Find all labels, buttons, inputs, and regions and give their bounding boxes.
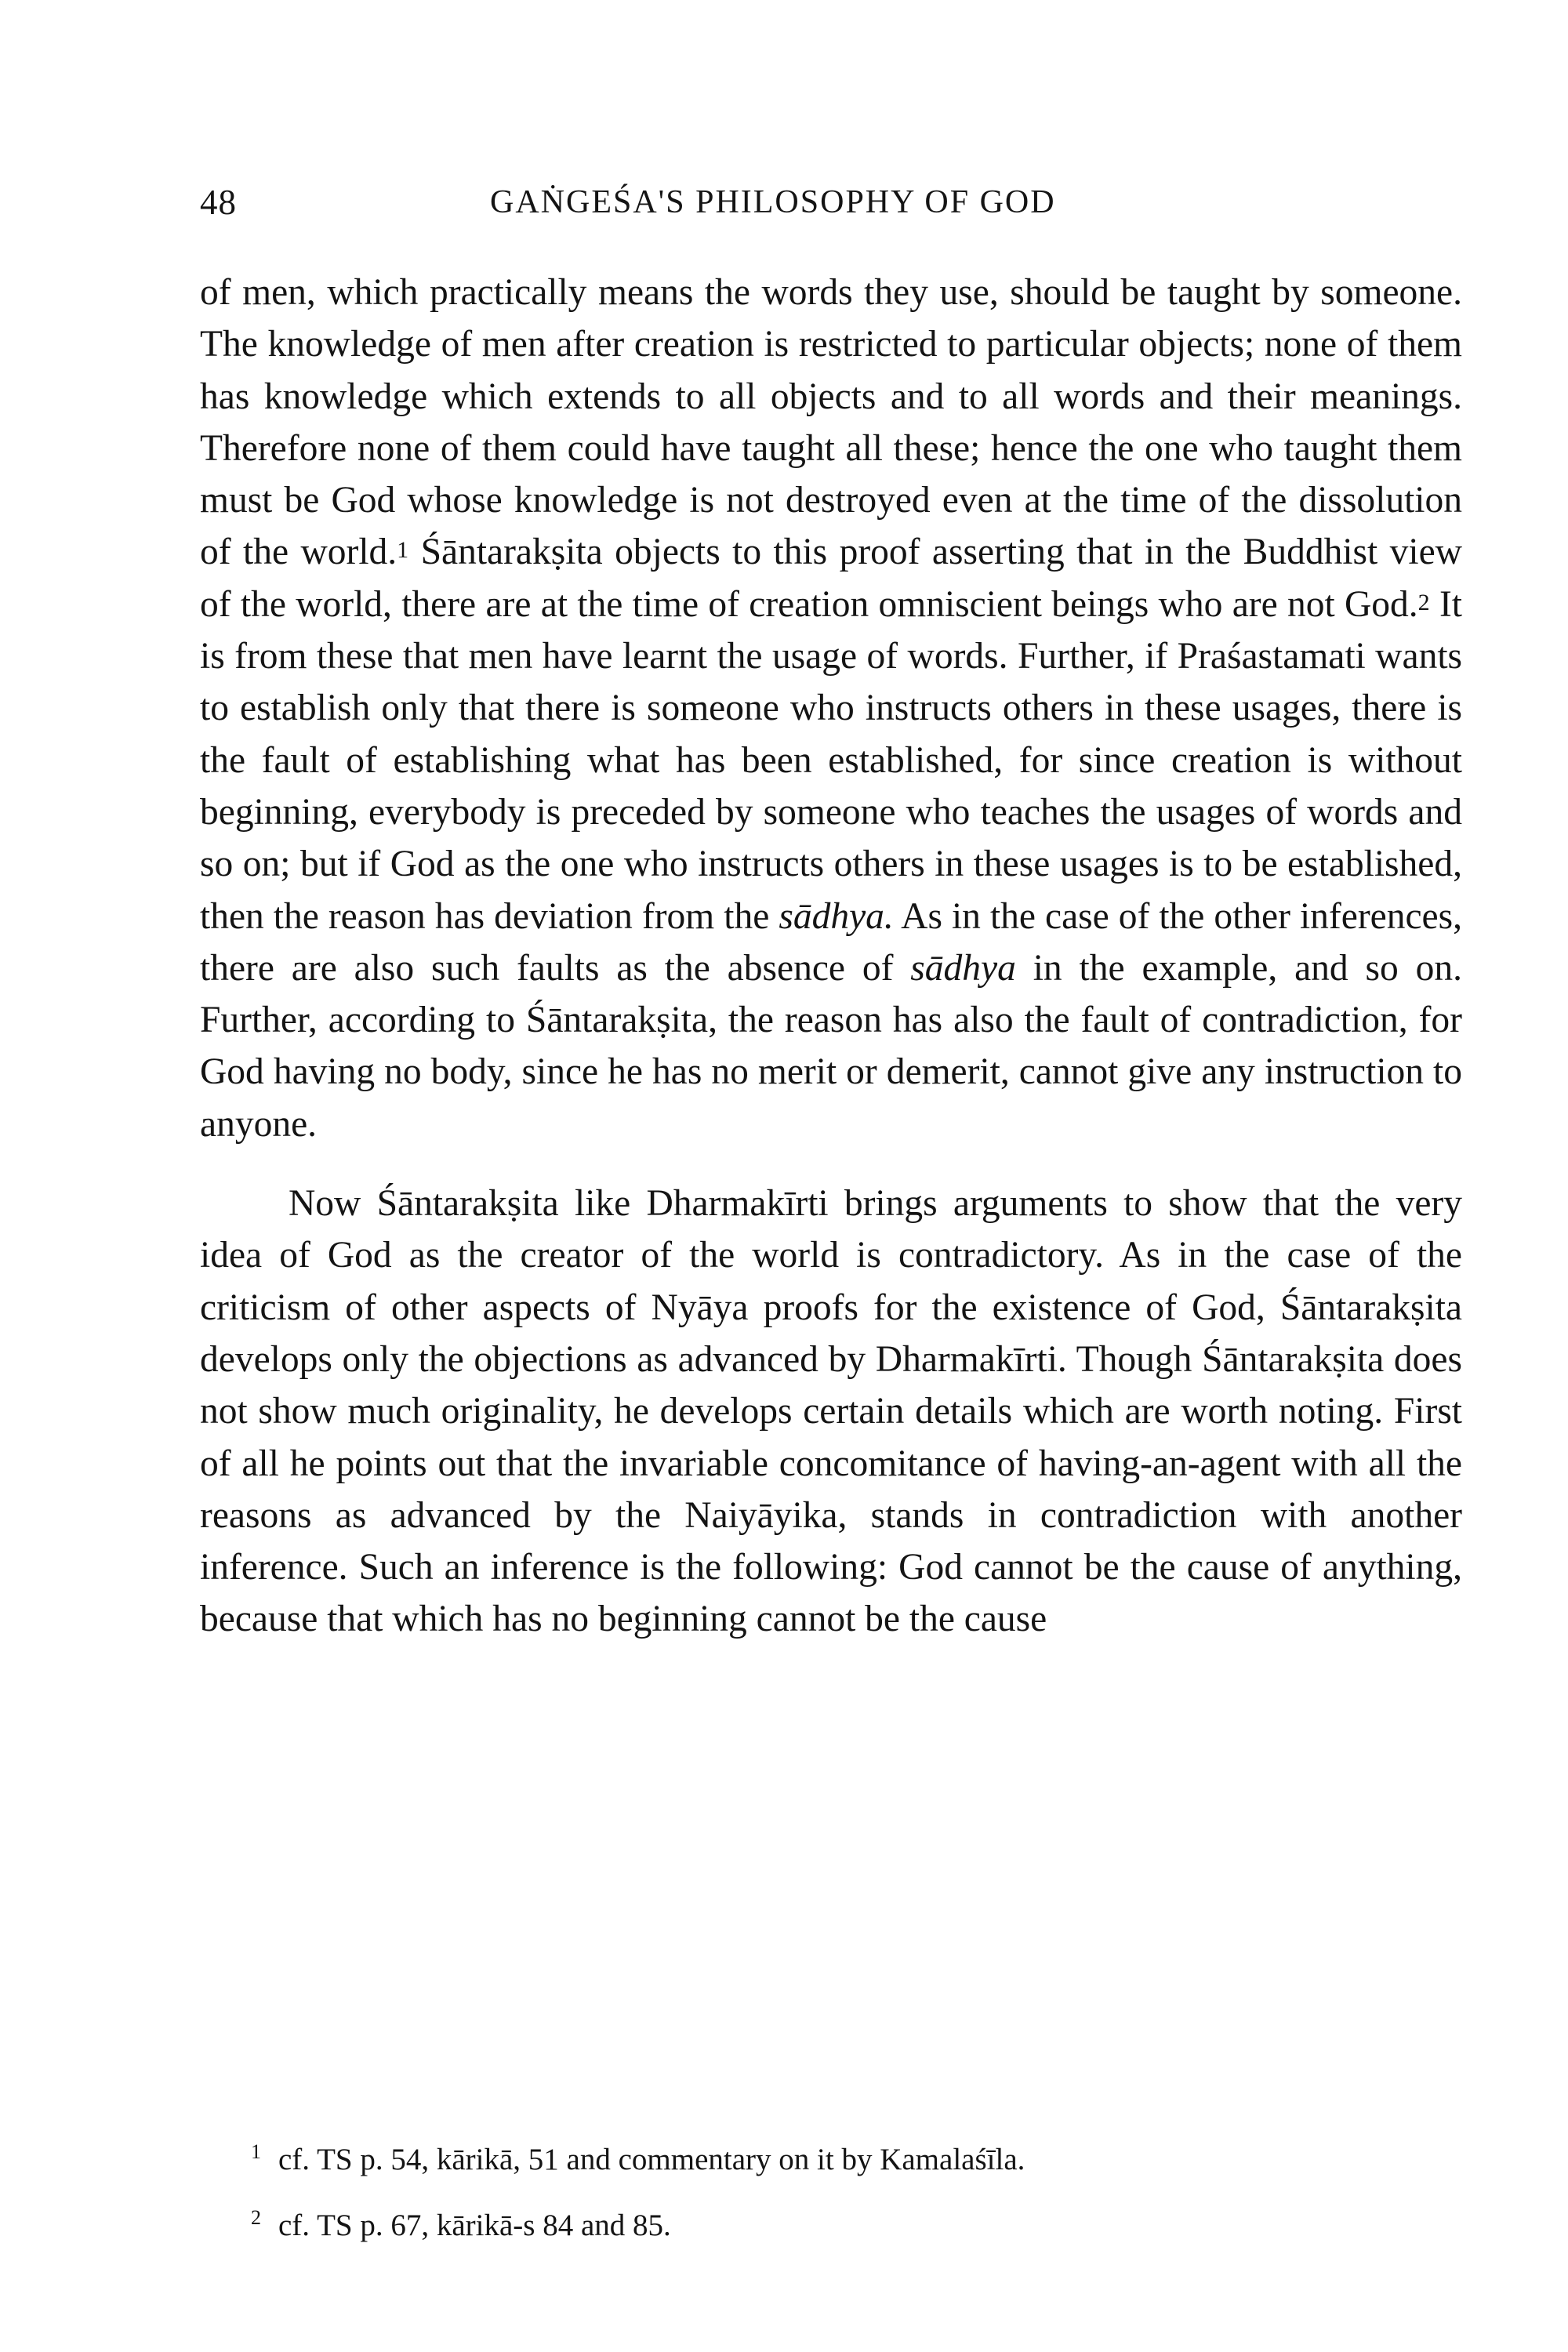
footnotes (251, 2129, 1427, 2260)
paragraph-2: Now Śāntarakṣita like Dharmakīrti brings arguments to show that the very idea of God as the creator of the world is contradictory. As in the case of the criticism of other aspects of Nyāya proofs for the existence of God, Śāntarakṣita develops only the objections as advanced by Dharmakīrti. Though Śāntarakṣita does not show much originality, he develops certain details which are worth noting. First of all he points out that the invariable concomitance of having-an-agent with all the reasons as advanced by the Naiyāyika, stands in contradiction with another inference. Such an inference is the following: God cannot be the cause of anything, because that which has no beginning cannot be the cause (200, 1183, 1462, 1640)
page-number: 48 (200, 183, 237, 222)
paragraph-1-text-e: in the example, and so on. Further, according to Śāntarakṣita, the reason has also the fault of contradiction, for God having no body, since he has no merit or demerit, cannot give any instruction to anyone. (200, 947, 1462, 1145)
paragraph-1-text-d: As in the case of the other inferences, there are also such faults as the absence of (200, 895, 1462, 989)
paragraph-1-text-a: of men, which practically means the words they use, should be taught by someone. The knowledge of men after creation is restricted to particular objects; none of them has knowledge which extends to all objects and to all words and their meanings. Therefore none of them could have taught all these; hence the one who taught them must be God whose knowledge is not destroyed even at the time of the dissolution of the world. (200, 272, 1462, 573)
body-text (200, 267, 1462, 1646)
footnote-marker: 1 (251, 2140, 261, 2163)
footnote-reference-1: 1 (397, 537, 409, 564)
paragraph-1-text-b: Śāntarakṣita objects to this proof asserting that in the Buddhist view of the world, there are at the time of creation omniscient beings who are not God. (200, 532, 1462, 625)
paragraph-1-text-c: It is from these that men have learnt the usage of words. Further, if Praśastamati wants to establish only that there is someone who instructs others in these usages, there is the fault of establishing what has been established, for since creation is without beginning, everybody is preceded by someone who teaches the usages of words and so on; but if God as the one who instructs others in these usages is to be established, then the reason has deviation from the (200, 583, 1462, 937)
term-sadhya: sādhya. (779, 895, 894, 937)
running-header (200, 182, 1454, 229)
footnote-2 (251, 2194, 1427, 2260)
footnote-text: cf. TS p. 67, kārikā-s 84 and 85. (278, 2209, 671, 2242)
footnote-reference-2: 2 (1417, 589, 1430, 615)
running-title: GAṄGEŚA'S PHILOSOPHY OF GOD (490, 184, 1056, 220)
footnote-text: cf. TS p. 54, kārikā, 51 and commentary on it by Kamalaśīla. (278, 2143, 1025, 2176)
paragraph-1 (200, 267, 1462, 1150)
term-sadhya: sādhya (910, 947, 1016, 989)
footnote-1 (251, 2129, 1427, 2194)
footnote-marker: 2 (251, 2206, 261, 2229)
